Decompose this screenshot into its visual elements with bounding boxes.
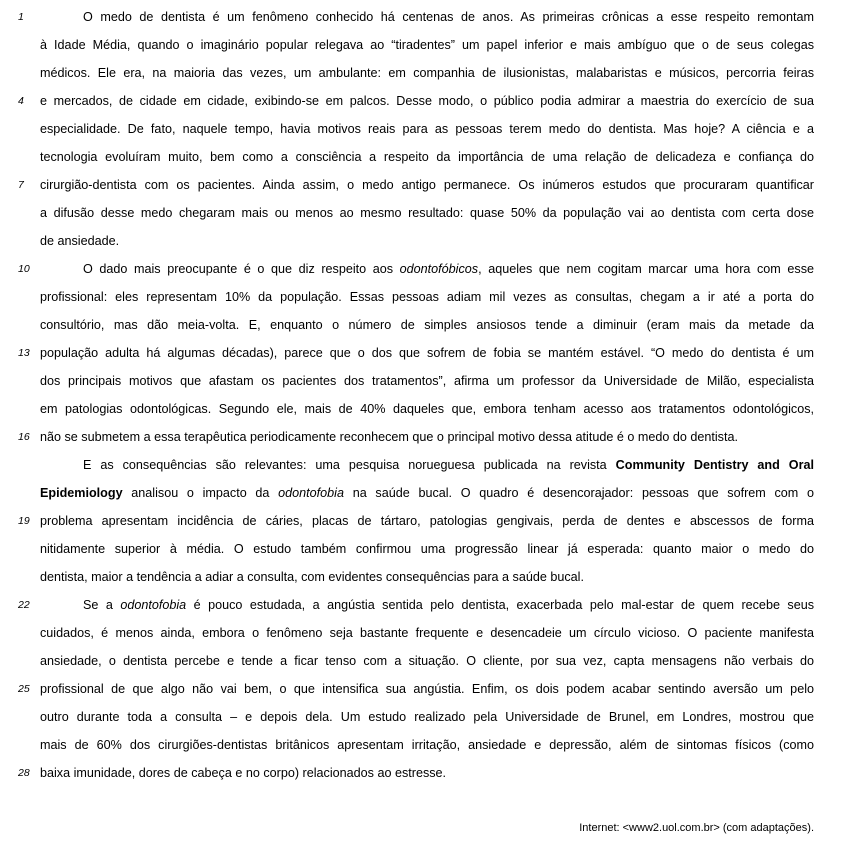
text-segment: dos principais motivos que afastam os pacientes dos tratamentos”, afirma um professor da Universidade de Milão, especialista xyxy=(40,374,814,388)
text-line xyxy=(40,395,814,423)
text-line xyxy=(40,283,814,311)
text-line xyxy=(83,451,814,479)
text-line xyxy=(40,507,814,535)
text-segment: mais de 60% dos cirurgiões-dentistas britânicos apresentam irritação, ansiedade e depressão, além de sintomas físicos (como xyxy=(40,738,814,752)
text-segment: O medo de dentista é um fenômeno conhecido há centenas de anos. As primeiras crônicas a esse respeito remontam xyxy=(83,10,814,24)
line-number: 10 xyxy=(18,263,30,275)
text-line xyxy=(40,619,814,647)
text-segment: problema apresentam incidência de cáries, placas de tártaro, patologias gengivais, perda de dentes e abscessos de forma xyxy=(40,514,814,528)
italic-term: odontofóbicos xyxy=(399,262,479,276)
text-line xyxy=(40,59,814,87)
journal-title: Community Dentistry and Oral xyxy=(615,458,814,472)
text-segment: médicos. Ele era, na maioria das vezes, um ambulante: em companhia de ilusionistas, malabaristas e músicos, percorria feiras xyxy=(40,66,814,80)
line-number: 7 xyxy=(18,179,24,191)
line-number: 19 xyxy=(18,515,30,527)
text-segment: é pouco estudada, a angústia sentida pelo dentista, exacerbada pelo mal-estar de quem recebe seus xyxy=(186,598,814,612)
text-segment: E as consequências são relevantes: uma pesquisa norueguesa publicada na revista xyxy=(83,458,616,472)
text-segment: nitidamente superior à média. O estudo também confirmou uma progressão linear já esperada: quanto maior o medo do xyxy=(40,542,814,556)
text-segment: na saúde bucal. O quadro é desencorajador: pessoas que sofrem com o xyxy=(344,486,814,500)
journal-title: Epidemiology xyxy=(40,486,123,500)
text-segment: não se submetem a essa terapêutica periodicamente reconhecem que o principal motivo dessa atitude é o medo do dentista. xyxy=(40,430,738,444)
text-line xyxy=(40,479,814,507)
text-line xyxy=(40,535,814,563)
text-line xyxy=(40,647,814,675)
text-segment: baixa imunidade, dores de cabeça e no corpo) relacionados ao estresse. xyxy=(40,766,447,780)
text-line xyxy=(83,255,814,283)
text-segment: em patologias odontológicas. Segundo ele, mais de 40% daqueles que, embora tenham acesso aos tratamentos odontológicos, xyxy=(40,402,814,416)
line-number: 4 xyxy=(18,95,24,107)
text-line xyxy=(40,675,814,703)
text-segment: a difusão desse medo chegaram mais ou menos ao mesmo resultado: quase 50% da população vai ao dentista com certa dose xyxy=(40,206,814,220)
italic-term: odontofobia xyxy=(278,486,344,500)
text-line xyxy=(40,171,814,199)
line-number: 22 xyxy=(18,599,30,611)
text-segment: consultório, mas dão meia-volta. E, enquanto o número de simples ansiosos tende a diminuir (eram mais da metade da xyxy=(40,318,814,332)
text-line xyxy=(40,31,814,59)
line-number: 13 xyxy=(18,347,30,359)
text-line xyxy=(40,367,814,395)
text-segment: especialidade. De fato, naquele tempo, havia motivos reais para as pessoas terem medo do dentista. Mas hoje? A ciência e a xyxy=(40,122,814,136)
line-number: 16 xyxy=(18,431,30,443)
text-line xyxy=(40,731,814,759)
text-segment: e mercados, de cidade em cidade, exibindo-se em palcos. Desse modo, o público podia admirar a maestria do exercício de sua xyxy=(40,94,814,108)
text-segment: , aqueles que nem cogitam marcar uma hora com esse xyxy=(478,262,814,276)
text-line xyxy=(83,3,814,31)
text-line xyxy=(40,759,814,787)
text-segment: O dado mais preocupante é o que diz respeito aos xyxy=(83,262,400,276)
text-segment: de ansiedade. xyxy=(40,234,120,248)
text-segment: cirurgião-dentista com os pacientes. Ainda assim, o medo antigo permanece. Os inúmeros estudos que procuraram quantificar xyxy=(40,178,814,192)
text-segment: população adulta há algumas décadas), parece que o dos que sofrem de fobia se mantém estável. “O medo do dentista é um xyxy=(40,346,814,360)
text-line xyxy=(40,311,814,339)
text-segment: tecnologia evoluíram muito, bem como a consciência a respeito da importância de uma relação de delicadeza e confiança do xyxy=(40,150,814,164)
text-line xyxy=(83,591,814,619)
text-line xyxy=(40,87,814,115)
text-segment: cuidados, é menos ainda, embora o fenômeno seja bastante frequente e desencadeie um círculo vicioso. O paciente manifesta xyxy=(40,626,814,640)
line-number: 25 xyxy=(18,683,30,695)
text-segment: Se a xyxy=(83,598,121,612)
text-line xyxy=(40,563,814,591)
text-line xyxy=(40,115,814,143)
text-segment: à Idade Média, quando o imaginário popular relegava ao “tiradentes” um papel inferior e mais ambíguo que o de seus colegas xyxy=(40,38,814,52)
text-segment: profissional de que algo não vai bem, o que intensifica sua angústia. Enfim, os dois podem acabar sentindo aversão um pelo xyxy=(40,682,814,696)
text-segment: ansiedade, o dentista percebe e tende a ficar tenso com a situação. O cliente, por sua vez, capta mensagens não verbais do xyxy=(40,654,814,668)
line-number: 1 xyxy=(18,11,24,23)
text-line xyxy=(40,703,814,731)
text-segment: profissional: eles representam 10% da população. Essas pessoas adiam mil vezes as consultas, chegam a ir até a porta do xyxy=(40,290,814,304)
text-segment: dentista, maior a tendência a adiar a consulta, com evidentes consequências para a saúde bucal. xyxy=(40,570,584,584)
text-line xyxy=(40,227,814,255)
line-number: 28 xyxy=(18,767,30,779)
source-citation: Internet: <www2.uol.com.br> (com adaptações). xyxy=(579,822,814,834)
text-line xyxy=(40,199,814,227)
text-segment: outro durante toda a consulta – e depois dela. Um estudo realizado pela Universidade de Brunel, em Londres, mostrou que xyxy=(40,710,814,724)
text-line xyxy=(40,423,814,451)
italic-term: odontofobia xyxy=(120,598,187,612)
text-line xyxy=(40,143,814,171)
text-line xyxy=(40,339,814,367)
text-segment: analisou o impacto da xyxy=(122,486,279,500)
